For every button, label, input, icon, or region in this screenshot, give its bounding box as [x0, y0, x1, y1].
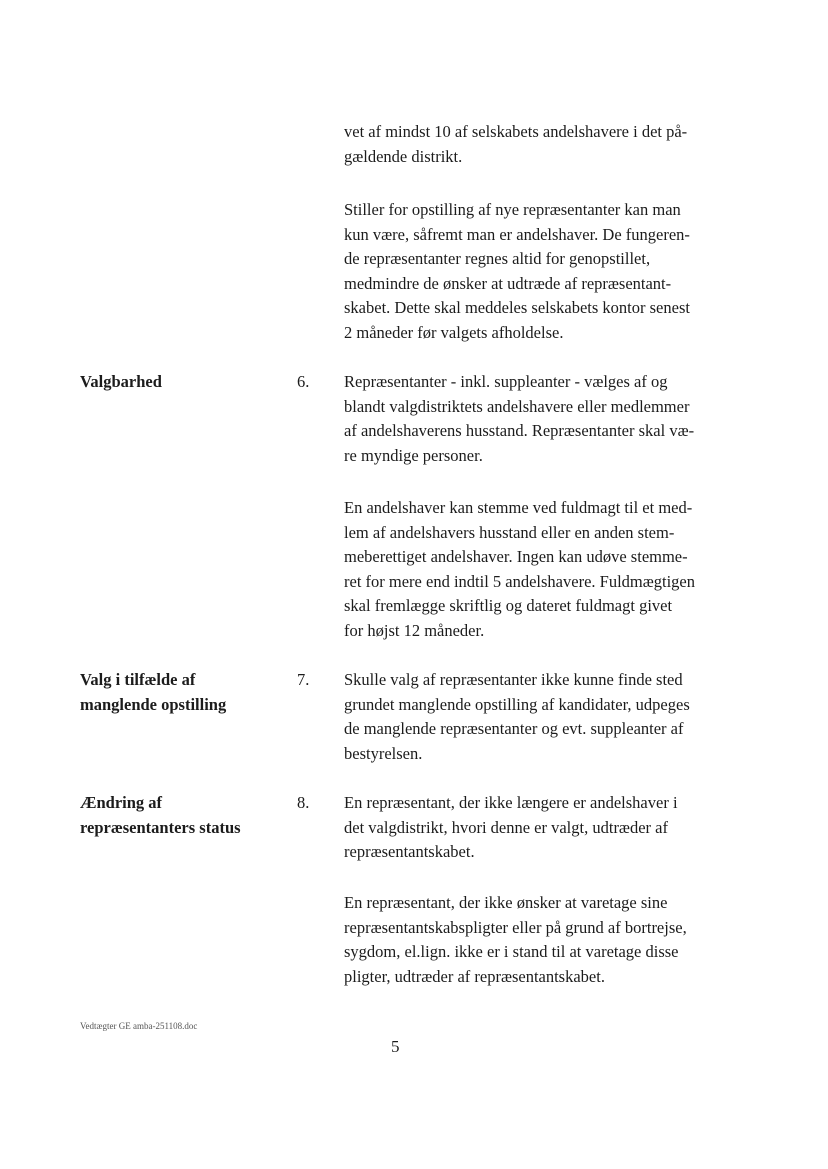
text-line: sygdom, el.lign. ikke er i stand til at varetage disse: [344, 942, 679, 961]
text-line: ret for mere end indtil 5 andelshavere. Fuldmægtigen: [344, 571, 695, 591]
section-8-number: 8.: [297, 793, 310, 812]
text-line: kun være, såfremt man er andelshaver. De fungeren-: [344, 224, 690, 244]
intro-paragraph-2: [344, 198, 739, 345]
section-6-number: 6.: [297, 372, 310, 391]
text-line: re myndige personer.: [344, 445, 483, 465]
text-line: repræsentantskabspligter eller på grund af bortrejse,: [344, 917, 687, 937]
section-6-heading: [80, 370, 290, 395]
text-line: gældende distrikt.: [344, 146, 463, 166]
text-line: lem af andelshavers husstand eller en anden stem-: [344, 522, 675, 542]
text-line: de repræsentanter regnes altid for genopstillet,: [344, 249, 651, 268]
text-line: Stiller for opstilling af nye repræsentanter kan man: [344, 200, 681, 219]
text-line: af andelshaverens husstand. Repræsentanter skal væ-: [344, 421, 695, 440]
section-8-heading: [80, 791, 290, 840]
intro-paragraph-1: [344, 120, 739, 169]
text-line: skal fremlægge skriftlig og dateret fuldmagt givet: [344, 596, 673, 615]
text-line: bestyrelsen.: [344, 743, 423, 763]
section-6-paragraph-1: [344, 370, 739, 468]
section-8-paragraph-2: [344, 891, 739, 989]
section-8-paragraph-1: [344, 791, 739, 865]
heading-line: repræsentanters status: [80, 817, 241, 837]
text-line: En repræsentant, der ikke ønsker at varetage sine: [344, 893, 668, 912]
section-7-paragraph-1: [344, 668, 739, 766]
text-line: blandt valgdistriktets andelshavere eller medlemmer: [344, 396, 690, 416]
text-line: pligter, udtræder af repræsentantskabet.: [344, 966, 605, 986]
heading-line: manglende opstilling: [80, 694, 227, 714]
text-line: grundet manglende opstilling af kandidater, udpeges: [344, 694, 690, 714]
text-line: En repræsentant, der ikke længere er andelshaver i: [344, 793, 678, 812]
text-line: 2 måneder før valgets afholdelse.: [344, 322, 564, 342]
section-7-heading: [80, 668, 290, 717]
section-7-number: 7.: [297, 670, 310, 689]
text-line: skabet. Dette skal meddeles selskabets kontor senest: [344, 298, 690, 317]
document-filename: Vedtægter GE amba-251108.doc: [80, 1021, 198, 1031]
heading-line: Valgbarhed: [80, 372, 162, 391]
text-line: det valgdistrikt, hvori denne er valgt, udtræder af: [344, 817, 668, 837]
heading-line: Ændring af: [80, 793, 163, 812]
text-line: for højst 12 måneder.: [344, 620, 485, 640]
text-line: Repræsentanter - inkl. suppleanter - vælges af og: [344, 372, 668, 391]
text-line: vet af mindst 10 af selskabets andelshavere i det på-: [344, 122, 688, 141]
text-line: repræsentantskabet.: [344, 842, 475, 861]
text-line: meberettiget andelshaver. Ingen kan udøve stemme-: [344, 547, 688, 566]
text-line: En andelshaver kan stemme ved fuldmagt til et med-: [344, 498, 693, 517]
heading-line: Valg i tilfælde af: [80, 670, 196, 689]
text-line: de manglende repræsentanter og evt. suppleanter af: [344, 719, 684, 738]
text-line: Skulle valg af repræsentanter ikke kunne finde sted: [344, 670, 683, 689]
section-6-paragraph-2: [344, 496, 739, 643]
text-line: medmindre de ønsker at udtræde af repræsentant-: [344, 273, 672, 293]
page-number: 5: [391, 1037, 400, 1056]
